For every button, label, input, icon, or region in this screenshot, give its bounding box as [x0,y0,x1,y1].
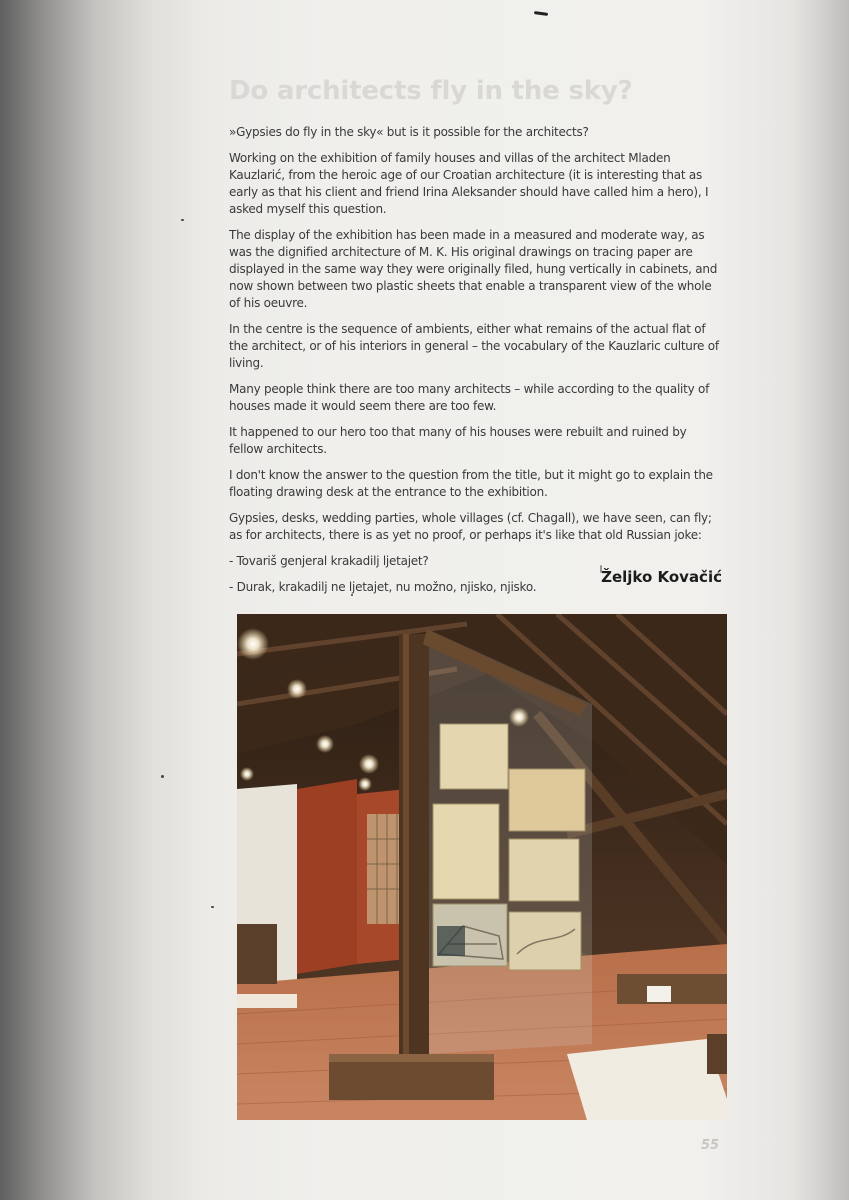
scan-speck [181,219,184,221]
exhibition-photo [237,614,727,1120]
exhibition-photo-illustration [237,614,727,1120]
scan-speck [161,775,164,778]
article-body [229,124,723,605]
paragraph: Many people think there are too many architects – while according to the quality of houses made it would seem there are too few. [229,382,710,413]
paragraph: »Gypsies do fly in the sky« but is it possible for the architects? [229,125,589,139]
author-signature: Željko Kovačić [601,568,722,586]
paragraph: The display of the exhibition has been made in a measured and moderate way, as was the dignified architecture of M. K. His original drawings on tracing paper are displayed in the same way they were originally filed, hung vertically in cabinets, and now shown between two plastic sheets that enable a transparent view of the whole of his oeuvre. [229,228,718,310]
paragraph: I don't know the answer to the question from the title, but it might go to explain the floating drawing desk at the entrance to the exhibition. [229,468,713,499]
paragraph: It happened to our hero too that many of his houses were rebuilt and ruined by fellow architects. [229,425,687,456]
scan-speck [211,906,214,908]
paragraph: - Durak, krakadilj ne ljetajet, nu možno, njisko, njisko. [229,580,537,594]
page-number: 55 [701,1138,720,1153]
paragraph: Working on the exhibition of family houses and villas of the architect Mladen Kauzlarić, from the heroic age of our Croatian architecture (it is interesting that as early as that his client and friend Irina Aleksander should have called him a hero), I asked myself this question. [229,151,709,216]
paragraph: Gypsies, desks, wedding parties, whole villages (cf. Chagall), we have seen, can fly; as for architects, there is as yet no proof, or perhaps it's like that old Russian joke: [229,511,712,542]
paragraph: - Tovariš genjeral krakadilj ljetajet? [229,554,429,568]
paragraph: In the centre is the sequence of ambients, either what remains of the actual flat of the architect, or of his interiors in general – the vocabulary of the Kauzlaric culture of living. [229,322,719,370]
article-title: Do architects fly in the sky? [229,76,633,106]
scan-mark [534,11,548,16]
